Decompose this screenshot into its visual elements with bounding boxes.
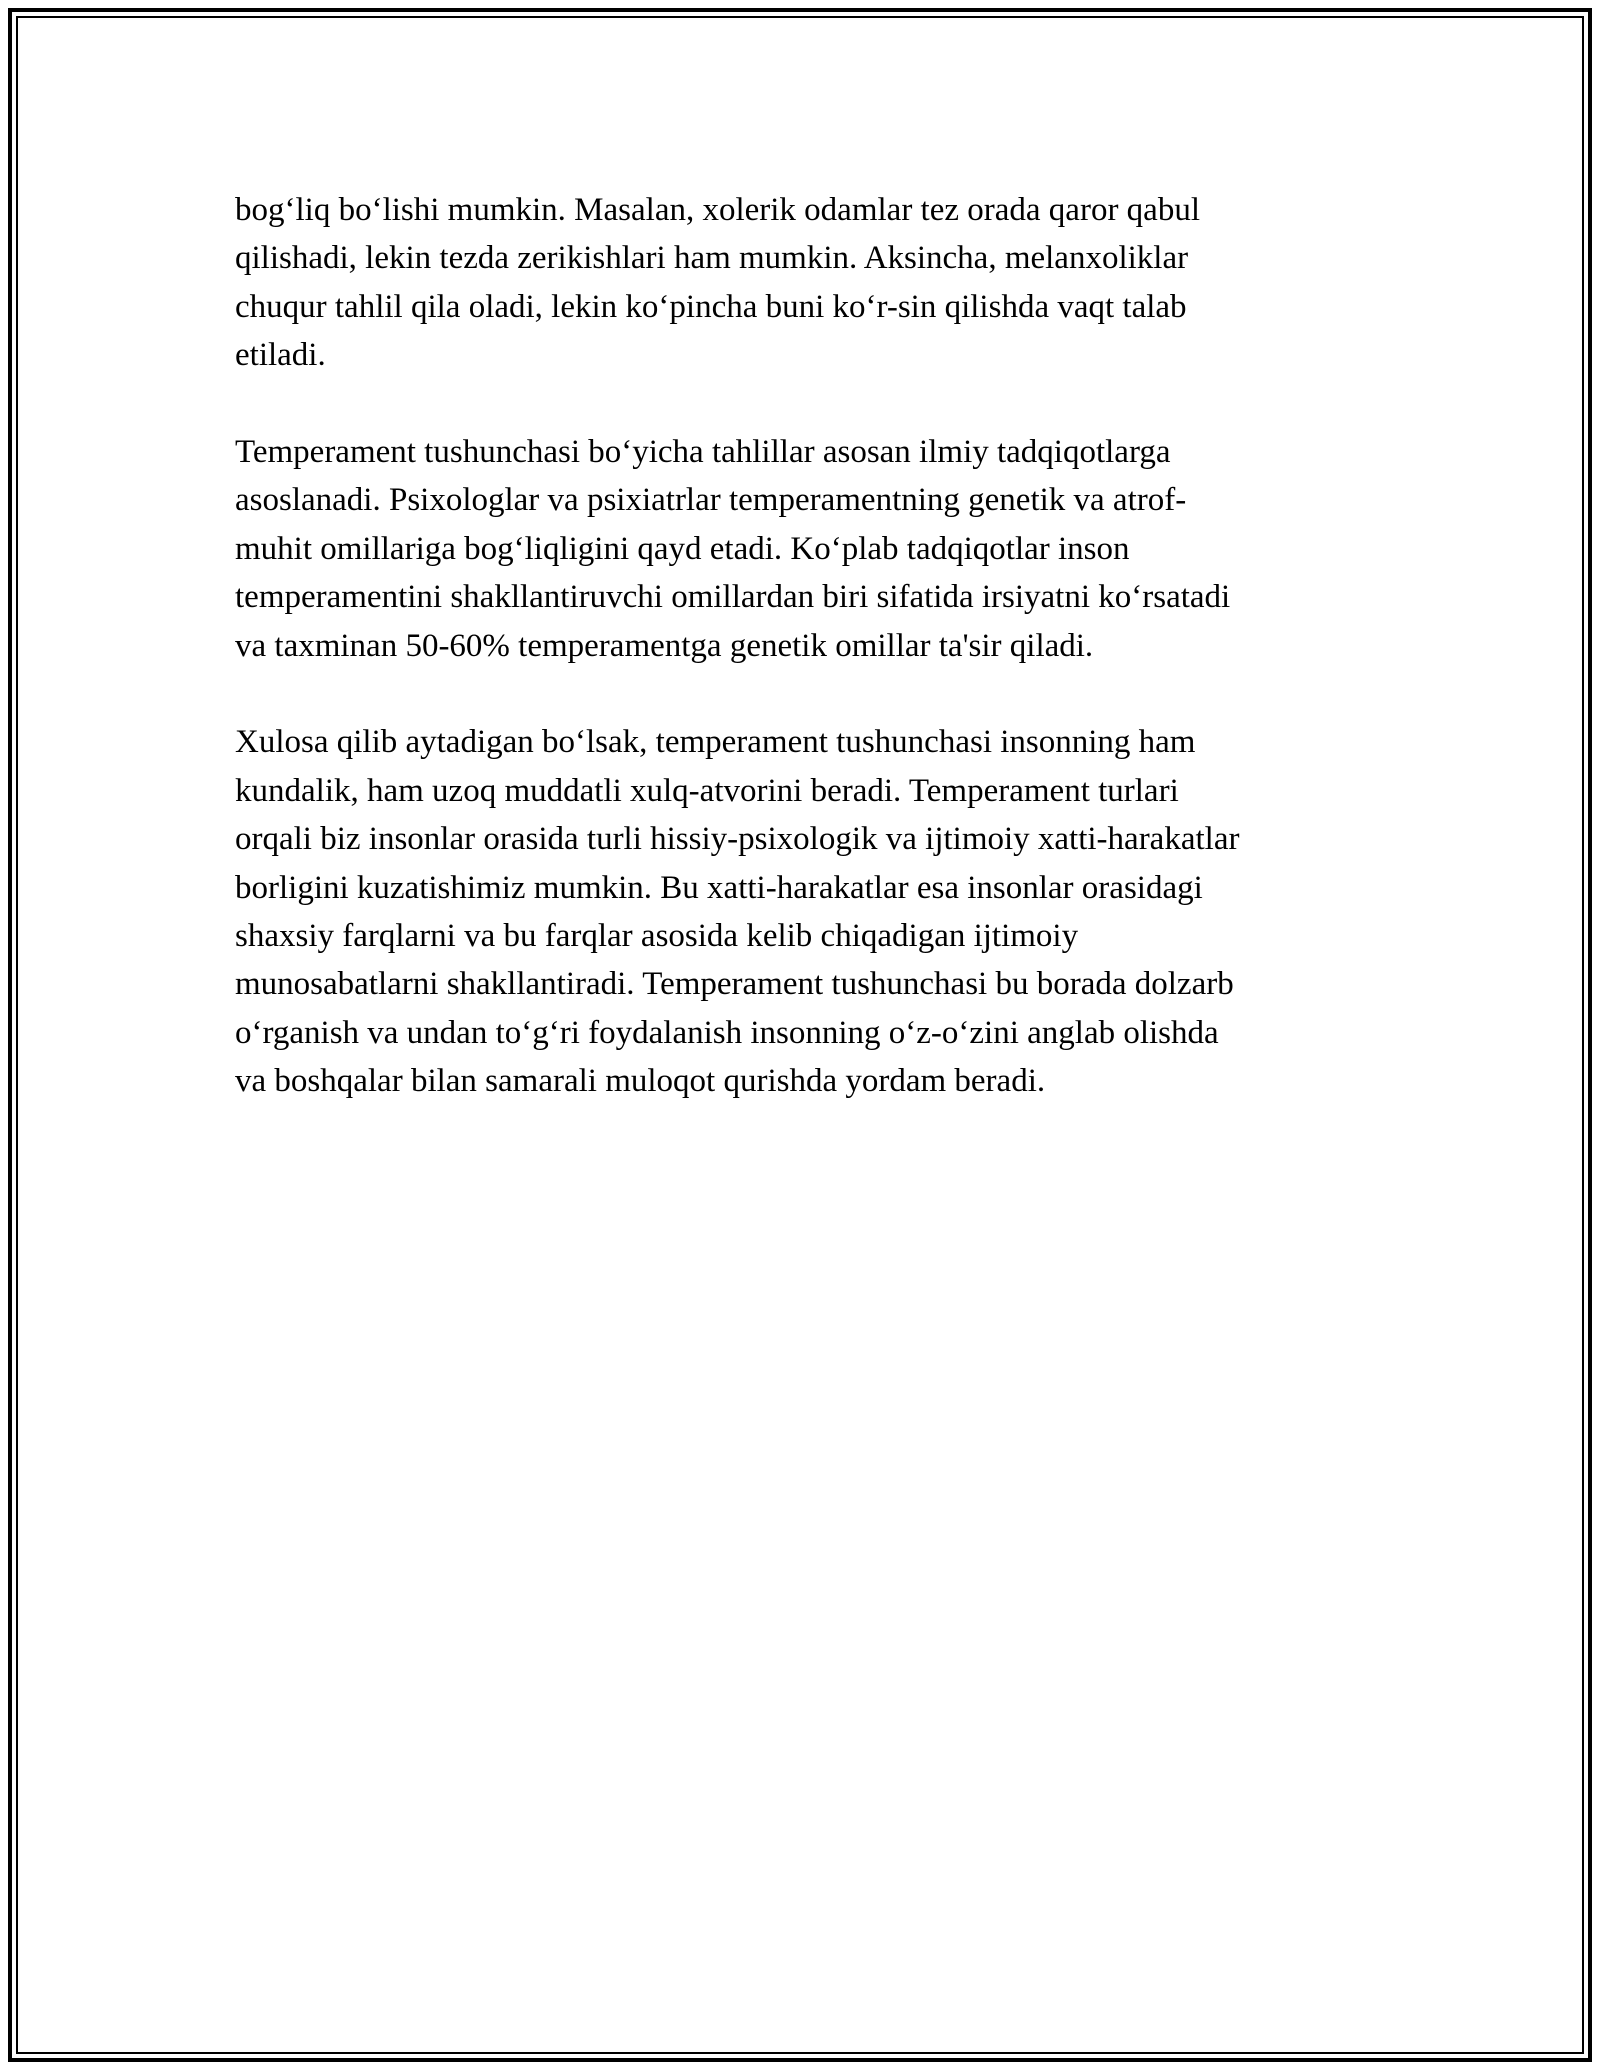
text-line: va boshqalar bilan samarali muloqot qurishda yordam beradi. [235, 1063, 1046, 1100]
text-line: shaxsiy farqlarni va bu farqlar asosida kelib chiqadigan ijtimoiy [235, 918, 1079, 955]
text-line: bog‘liq bo‘lishi mumkin. Masalan, xolerik odamlar tez orada qaror qabul [235, 192, 1200, 228]
document-body [235, 186, 1365, 1154]
text-line: etiladi. [235, 337, 326, 374]
text-line: o‘rganish va undan to‘g‘ri foydalanish insonning o‘z-o‘zini anglab olishda [235, 1014, 1219, 1051]
paragraph-3 [235, 718, 1365, 1105]
text-line: va taxminan 50-60% temperamentga genetik omillar ta'sir qiladi. [235, 627, 1094, 664]
paragraph-2 [235, 428, 1365, 670]
text-line: borligini kuzatishimiz mumkin. Bu xatti-harakatlar esa insonlar orasidagi [235, 869, 1203, 906]
text-line: muhit omillariga bog‘liqligini qayd etadi. Ko‘plab tadqiqotlar inson [235, 530, 1130, 567]
text-line: Temperament tushunchasi bo‘yicha tahlillar asosan ilmiy tadqiqotlarga [235, 434, 1171, 471]
text-line: munosabatlarni shakllantiradi. Temperament tushunchasi bu borada dolzarb [235, 966, 1234, 1003]
text-line: asoslanadi. Psixologlar va psixiatrlar temperamentning genetik va atrof- [235, 482, 1187, 519]
text-line: qilishadi, lekin tezda zerikishlari ham mumkin. Aksincha, melanxoliklar [235, 240, 1189, 277]
text-line: temperamentini shakllantiruvchi omillardan biri sifatida irsiyatni ko‘rsatadi [235, 579, 1231, 616]
text-line: kundalik, ham uzoq muddatli xulq-atvorini beradi. Temperament turlari [235, 772, 1179, 809]
text-line: Xulosa qilib aytadigan bo‘lsak, temperament tushunchasi insonning ham [235, 724, 1196, 761]
text-line: orqali biz insonlar orasida turli hissiy-psixologik va ijtimoiy xatti-harakatlar [235, 821, 1240, 858]
text-line: chuqur tahlil qila oladi, lekin ko‘pincha buni ko‘r-sin qilishda vaqt talab [235, 288, 1187, 325]
paragraph-1 [235, 186, 1365, 380]
